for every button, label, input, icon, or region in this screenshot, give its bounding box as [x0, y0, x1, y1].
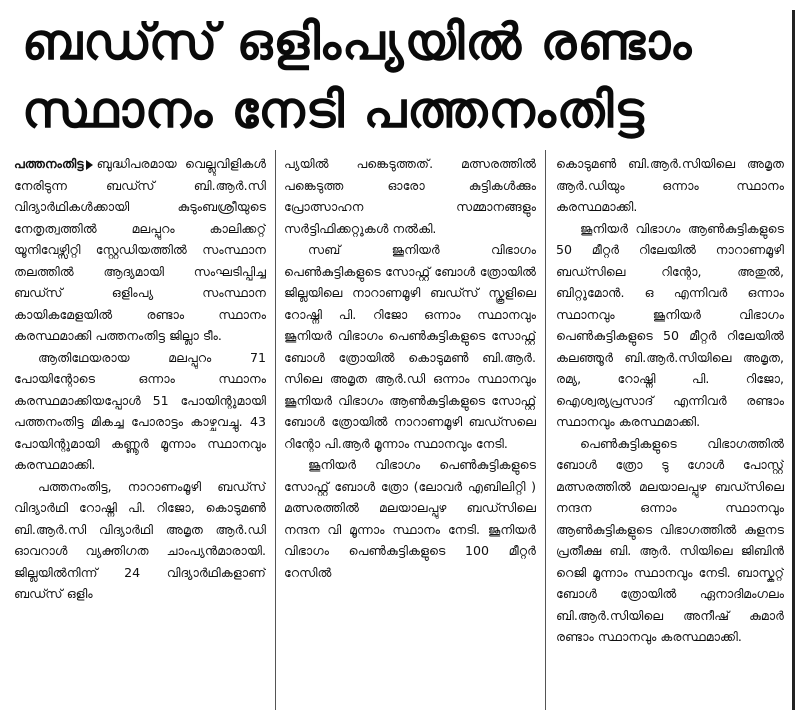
- article-paragraph: [14, 153, 266, 347]
- headline: [22, 8, 792, 144]
- article-paragraph: ജൂനിയർ വിഭാഗം ആൺകുട്ടികളുടെ 50 മീറ്റർ റിലേയിൽ നാറാണമൂഴി ബഡ്സിലെ റിന്റോ, അതുൽ, ബിറ്റുമോൻ. ഒ എന്നിവർ ഒന്നാം സ്ഥാനവും ജൂനിയർ വിഭാഗം പെൺകുട്ടികളുടെ 50 മീറ്റർ റിലേയിൽ കലഞ്ഞൂർ ബി.ആർ.സിയിലെ അമൃത, രമ്യ, റോഷ്നി പി. റിജോ, ഐശ്വര്യപ്രസാദ് എന്നിവർ രണ്ടാം സ്ഥാനവും കരസ്ഥമാക്കി.: [556, 220, 784, 429]
- headline-line-1: ബഡ്സ് ഒളിംപ്യയിൽ രണ്ടാം: [22, 13, 693, 71]
- article-paragraph: കൊടുമൺ ബി.ആർ.സിയിലെ അമൃത ആർ.ഡിയും ഒന്നാം സ്ഥാനം കരസ്ഥമാക്കി.: [556, 156, 784, 214]
- article-paragraph: പ്യയിൽ പങ്കെടുത്തത്. മത്സരത്തിൽ പങ്കെടുത്ത ഓരോ കുട്ടികൾക്കും പ്രോത്സാഹന സമ്മാനങ്ങളും സർട്ടിഫിക്കറ്റുകൾ നൽകി.: [284, 156, 536, 236]
- article-paragraph: പത്തനംതിട്ട, നാറാണംമൂഴി ബഡ്സ് വിദ്യാർഥി റോഷ്നി പി. റിജോ, കൊടുമൺ ബി.ആർ.സി വിദ്യാർഥി അമൃത ആർ.ഡി ഓവറാൾ വ്യക്തിഗത ചാംപ്യൻമാരായി. ജില്ലയിൽനിന്ന് 24 വിദ്യാർഥികളാണ് ബഡ്സ് ഒളിം: [14, 478, 266, 601]
- article-paragraph: ആതിഥേയരായ മലപ്പുറം 71 പോയിന്റോടെ ഒന്നാം സ്ഥാനം കരസ്ഥമാക്കിയപ്പോൾ 51 പോയിന്റുമായി പത്തനംതിട്ട മികച്ച പോരാട്ടം കാഴ്ചവച്ചു. 43 പോയിന്റുമായി കണ്ണൂർ മൂന്നാം സ്ഥാനവും കരസ്ഥമാക്കി.: [14, 349, 266, 472]
- article-paragraph: പെൺകുട്ടികളുടെ വിഭാഗത്തിൽ ബോൾ ത്രോ ടു ഗോൾ പോസ്റ്റ് മത്സരത്തിൽ മലയാലപ്പുഴ ബഡ്സിലെ നന്ദന ഒന്നാം സ്ഥാനവും ആൺകുട്ടികളുടെ വിഭാഗത്തിൽ കുളനട പ്രതീക്ഷ ബി. ആർ. സിയിലെ ജിബിൻ റെജി മൂന്നാം സ്ഥാനവും നേടി. ബാസ്കറ്റ് ബോൾ ത്രോയിൽ ഏനാദിമംഗലം ബി.ആർ.സിയിലെ അനീഷ് കുമാർ രണ്ടാം സ്ഥാനവും കരസ്ഥമാക്കി.: [556, 435, 784, 644]
- headline-line-2: സ്ഥാനം നേടി പത്തനംതിട്ട: [22, 81, 645, 139]
- article-column-1: [14, 153, 266, 713]
- page-edge-rule: [792, 10, 795, 710]
- article-paragraph: സബ് ജൂനിയർ വിഭാഗം പെൺകുട്ടികളുടെ സോഫ്റ്റ് ബോൾ ത്രോയിൽ ജില്ലയിലെ നാറാണമൂഴി ബഡ്സ് സ്കൂളിലെ റോഷ്നി പി. റിജോ ഒന്നാം സ്ഥാനവും ജൂനിയർ വിഭാഗം പെൺകുട്ടികളുടെ സോഫ്റ്റ് ബോൾ ത്രോയിൽ കൊടുമൺ ബി.ആർ. സിലെ അമൃത ആർ.ഡി ഒന്നാം സ്ഥാനവും ജൂനിയർ വിഭാഗം ആൺകുട്ടികളുടെ സോഫ്റ്റ് ബോൾ ത്രോയിൽ നാറാണമൂഴി ബഡ്സലെ റിന്റോ പി.ആർ മൂന്നാം സ്ഥാനവും നേടി.: [284, 242, 536, 451]
- dateline: പത്തനംതിട്ട: [14, 156, 84, 171]
- article-column-3: [556, 153, 784, 713]
- triangle-bullet-icon: [86, 160, 93, 170]
- paragraph-text: ബുദ്ധിപരമായ വെല്ലുവിളികൾ നേരിടുന്ന ബഡ്സ് ബി.ആർ.സി വിദ്യാർഥികൾക്കായി കുടുംബശ്രീയുടെ നേതൃത്വത്തിൽ മലപ്പുറം കാലിക്കറ്റ് യൂനിവേഴ്സിറ്റി സ്റ്റേഡിയത്തിൽ സംസ്ഥാന തലത്തിൽ ആദ്യമായി സംഘടിപ്പിച്ച ബഡ്സ് ഒളിംപ്യ സംസ്ഥാന കായികമേളയിൽ രണ്ടാം സ്ഥാനം കരസ്ഥമാക്കി പത്തനംതിട്ട ജില്ലാ ടീം.: [14, 156, 266, 343]
- article-column-2: [284, 153, 536, 713]
- column-divider: [545, 150, 546, 710]
- column-divider: [275, 150, 276, 710]
- article-paragraph: ജൂനിയർ വിഭാഗം പെൺകുട്ടികളുടെ സോഫ്റ്റ് ബോൾ ത്രോ (ലോവർ എബിലിറ്റി ) മത്സരത്തിൽ മലയാലപ്പുഴ ബഡ്സിലെ നന്ദന വി മൂന്നാം സ്ഥാനം നേടി. ജൂനിയർ വിഭാഗം പെൺകുട്ടികളുടെ 100 മീറ്റർ റേസിൽ: [284, 457, 536, 580]
